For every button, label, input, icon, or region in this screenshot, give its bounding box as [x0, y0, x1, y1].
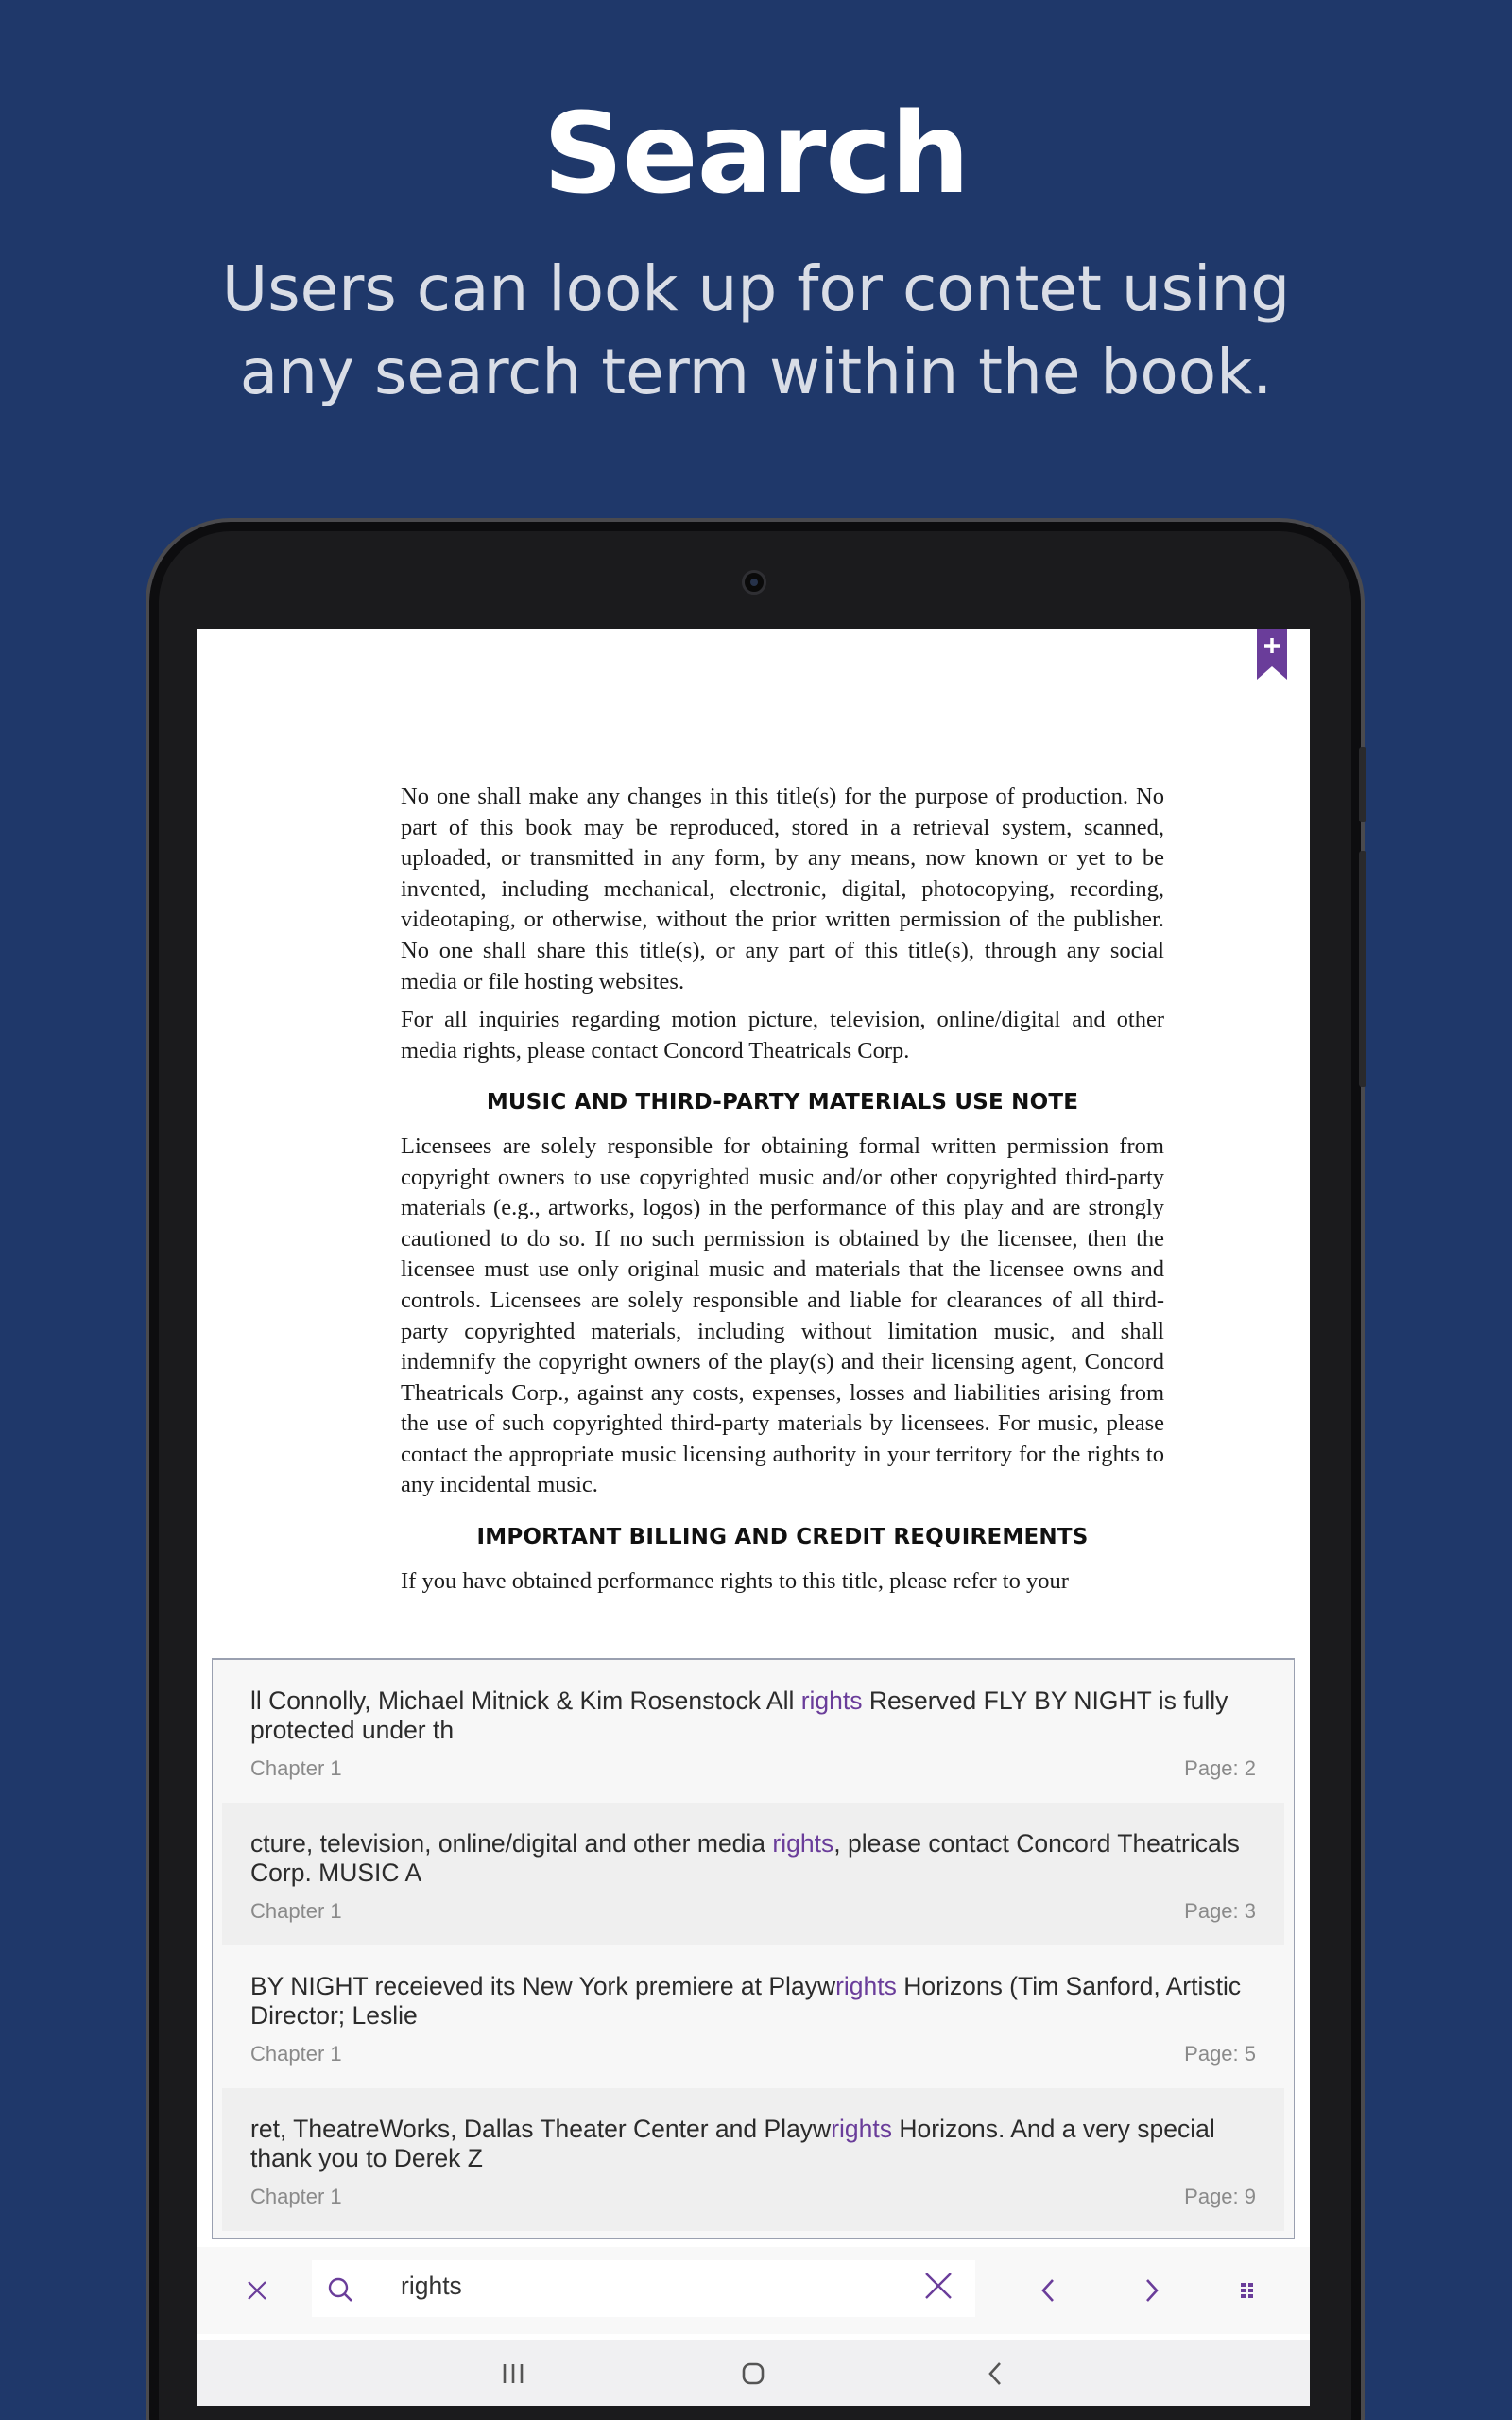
- search-result-item[interactable]: [222, 1660, 1284, 1803]
- chevron-right-icon[interactable]: [1140, 2277, 1162, 2304]
- power-button: [1359, 747, 1366, 822]
- front-camera: [742, 570, 766, 595]
- search-results-panel: [212, 1658, 1295, 2239]
- promo-subtitle-line-1: Users can look up for contet using: [221, 252, 1291, 325]
- result-match: rights: [835, 1972, 897, 2000]
- result-snippet: cture, television, online/digital and other media rights, please contact Concord Theatricals Corp. MUSIC A: [250, 1829, 1240, 1887]
- close-icon[interactable]: [246, 2279, 268, 2302]
- grid-icon[interactable]: [1238, 2281, 1257, 2300]
- home-icon[interactable]: [740, 2360, 766, 2387]
- result-snippet: ret, TheatreWorks, Dallas Theater Center and Playwrights Horizons. And a very special thank you to Derek Z: [250, 2115, 1215, 2172]
- book-heading: IMPORTANT BILLING AND CREDIT REQUIREMENTS: [476, 1525, 1089, 1550]
- recent-apps-icon[interactable]: [501, 2361, 525, 2386]
- book-page: [401, 782, 1164, 1604]
- back-icon[interactable]: [985, 2360, 1007, 2387]
- bookmark-add-icon[interactable]: [1257, 629, 1287, 680]
- book-heading: MUSIC AND THIRD-PARTY MATERIALS USE NOTE: [486, 1090, 1079, 1115]
- promo-title: Search: [542, 88, 970, 218]
- book-paragraph: No one shall make any changes in this title(s) for the purpose of production. No part of this book may be reproduced, stored in a retrieval system, scanned, uploaded, or transmitted in any form, by any means, now known or yet to be invented, including mechanical, electronic, digital, photocopying, recording, videotaping, or otherwise, without the prior written permission of the publisher. No one shall share this title(s), or any part of this title(s), through any social media or file hosting websites.: [401, 784, 1164, 994]
- search-result-item[interactable]: [222, 1803, 1284, 1945]
- search-input[interactable]: rights: [401, 2272, 462, 2300]
- result-match: rights: [800, 1686, 863, 1715]
- search-icon: [327, 2276, 353, 2303]
- promo-subtitle: [142, 248, 1370, 414]
- search-result-item[interactable]: [222, 1945, 1284, 2088]
- result-match: rights: [831, 2115, 893, 2143]
- system-navigation-bar: [197, 2340, 1310, 2406]
- search-result-item[interactable]: [222, 2088, 1284, 2231]
- result-chapter: Chapter 1: [250, 1899, 342, 1923]
- result-page: Page: 5: [1184, 2042, 1256, 2066]
- chevron-left-icon[interactable]: [1038, 2277, 1060, 2304]
- promo-subtitle-line-2: any search term within the book.: [239, 336, 1273, 408]
- result-page: Page: 3: [1184, 1899, 1256, 1923]
- book-paragraph: If you have obtained performance rights to this title, please refer to your: [401, 1567, 1069, 1594]
- result-chapter: Chapter 1: [250, 2042, 342, 2066]
- clear-icon[interactable]: [922, 2270, 954, 2302]
- book-paragraph: Licensees are solely responsible for obtaining formal written permission from copyright owners to use copyrighted music and/or other copyrighted third-party materials (e.g., artworks, logos) in the performance of this play and are strongly cautioned to do so. If no such permission is obtained by the licensee, then the licensee must use only original music and materials that the licensee owns and controls. Licensees are solely responsible and liable for clearances of all third-party copyrighted materials, including without limitation music, and shall indemnify the copyright owners of the play(s) and their licensing agent, Concord Theatricals Corp., against any costs, expenses, losses and liabilities arising from the use of such copyrighted third-party materials by licensees. For music, please contact the appropriate music licensing authority in your territory for the rights to any incidental music.: [401, 1132, 1164, 1498]
- result-page: Page: 2: [1184, 1756, 1256, 1780]
- result-chapter: Chapter 1: [250, 2185, 342, 2208]
- reader-screen: [197, 629, 1310, 2406]
- volume-button: [1359, 851, 1366, 1087]
- book-paragraph: For all inquiries regarding motion picture, television, online/digital and other media rights, please contact Concord Theatricals Corp.: [401, 1007, 1164, 1063]
- result-snippet: BY NIGHT receieved its New York premiere at Playwrights Horizons (Tim Sanford, Artistic Director; Leslie: [250, 1972, 1242, 2030]
- result-snippet: ll Connolly, Michael Mitnick & Kim Rosenstock All rights Reserved FLY BY NIGHT is fully protected under th: [250, 1686, 1228, 1744]
- result-page: Page: 9: [1184, 2185, 1256, 2208]
- search-field: [312, 2260, 975, 2317]
- result-match: rights: [772, 1829, 834, 1858]
- search-bar: [197, 2247, 1310, 2334]
- result-chapter: Chapter 1: [250, 1756, 342, 1780]
